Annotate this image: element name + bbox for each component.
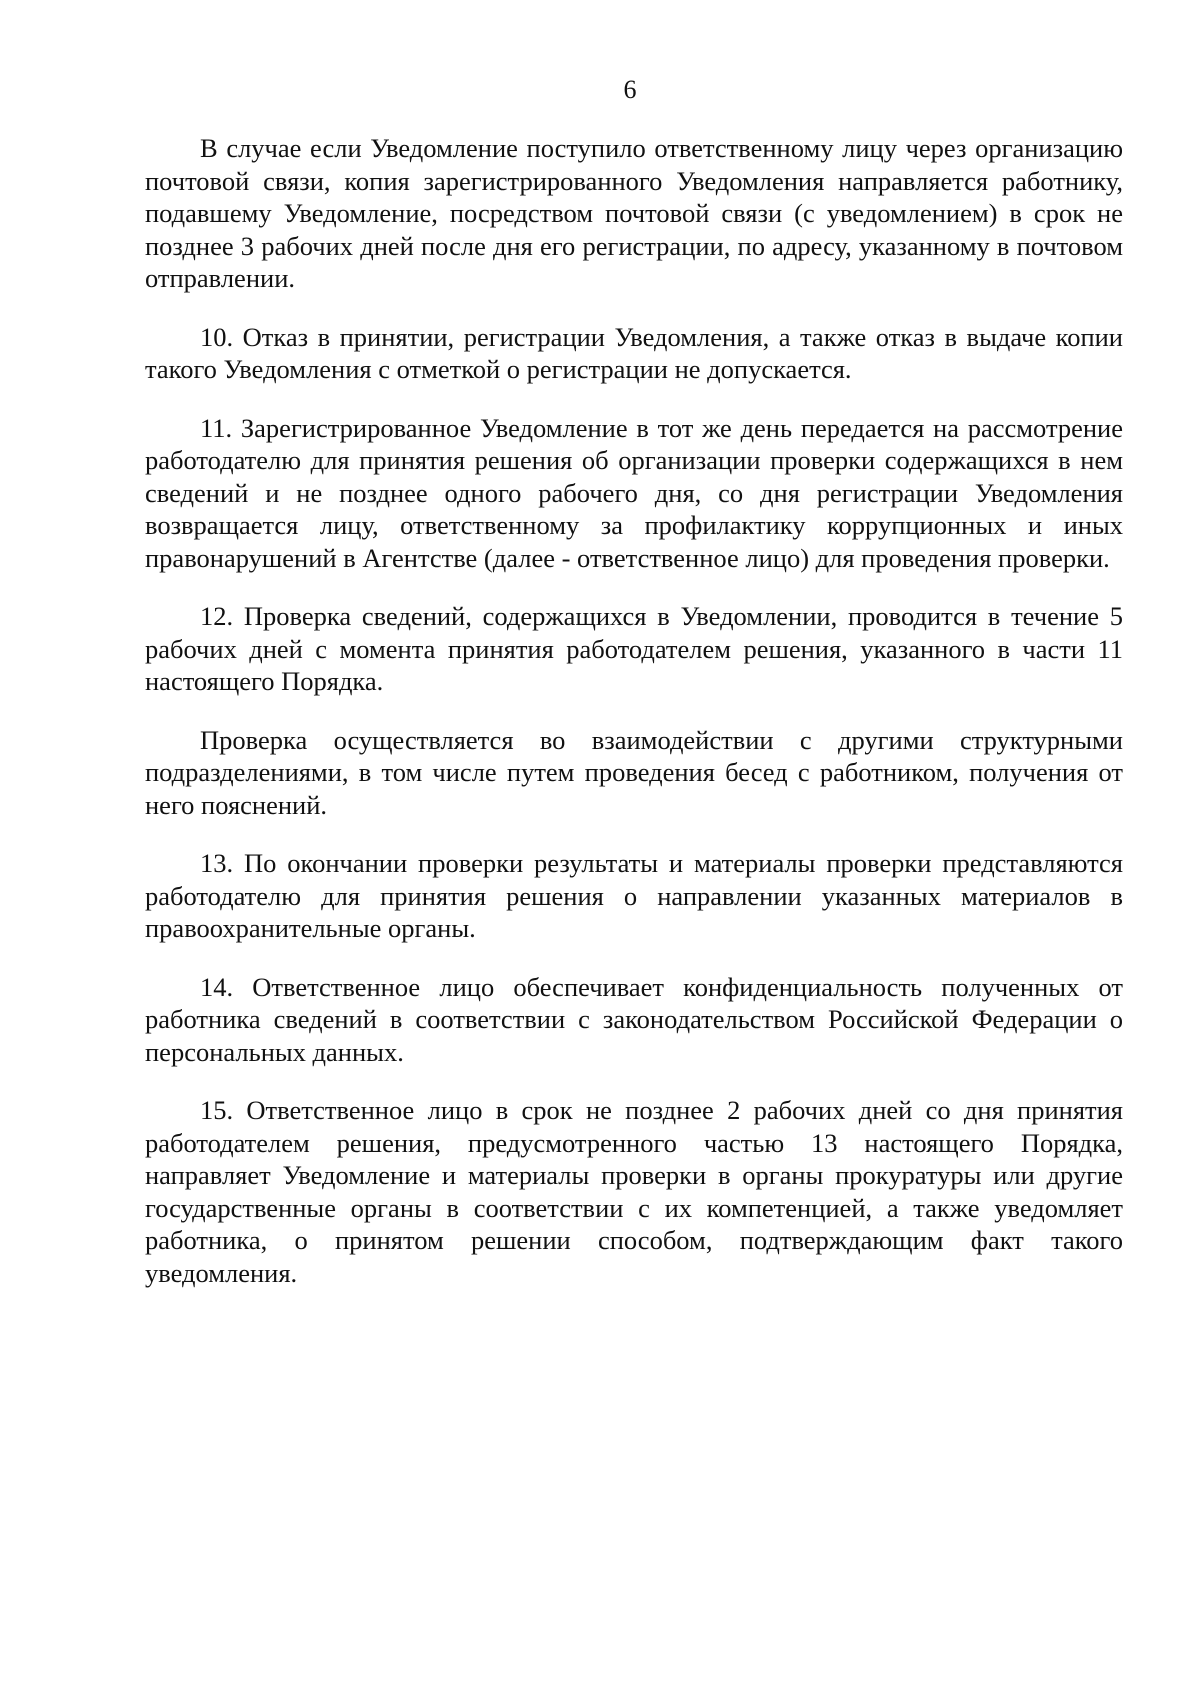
paragraph-10: 10. Отказ в принятии, регистрации Уведомления, а также отказ в выдаче копии такого Уведомления с отметкой о регистрации не допускается. — [145, 321, 1123, 384]
paragraph-12-check: Проверка осуществляется во взаимодействии с другими структурными подразделениями, в том числе путем проведения бесед с работником, получения от него пояснений. — [145, 724, 1123, 820]
paragraph-14: 14. Ответственное лицо обеспечивает конфиденциальность полученных от работника сведений в соответствии с законодательством Российской Федерации о персональных данных. — [145, 971, 1123, 1067]
page-number: 6 — [623, 75, 637, 104]
paragraph-15: 15. Ответственное лицо в срок не позднее 2 рабочих дней со дня принятия работодателем решения, предусмотренного частью 13 настоящего Порядка, направляет Уведомление и материалы проверки в органы прокуратуры или другие государственные органы в соответствии с их компетенцией, а также уведомляет работника, о принятом решении способом, подтверждающим факт такого уведомления. — [145, 1095, 1123, 1288]
paragraph-11: 11. Зарегистрированное Уведомление в тот же день передается на рассмотрение работодателю для принятия решения об организации проверки содержащихся в нем сведений и не позднее одного рабочего дня, со дня регистрации Уведомления возвращается лицу, ответственному за профилактику коррупционных и иных правонарушений в Агентстве (далее - ответственное лицо) для проведения проверки. — [145, 412, 1123, 573]
paragraph-postal-notice: В случае если Уведомление поступило ответственному лицу через организацию почтовой связи, копия зарегистрированного Уведомления направляется работнику, подавшему Уведомление, посредством почтовой связи (с уведомлением) в срок не позднее 3 рабочих дней после дня его регистрации, по адресу, указанному в почтовом отправлении. — [145, 133, 1123, 293]
paragraph-12: 12. Проверка сведений, содержащихся в Уведомлении, проводится в течение 5 рабочих дней с момента принятия работодателем решения, указанного в части 11 настоящего Порядка. — [145, 601, 1123, 696]
paragraph-13: 13. По окончании проверки результаты и материалы проверки представляются работодателю для принятия решения о направлении указанных материалов в правоохранительные органы. — [145, 848, 1123, 943]
document-body — [145, 132, 1123, 1315]
